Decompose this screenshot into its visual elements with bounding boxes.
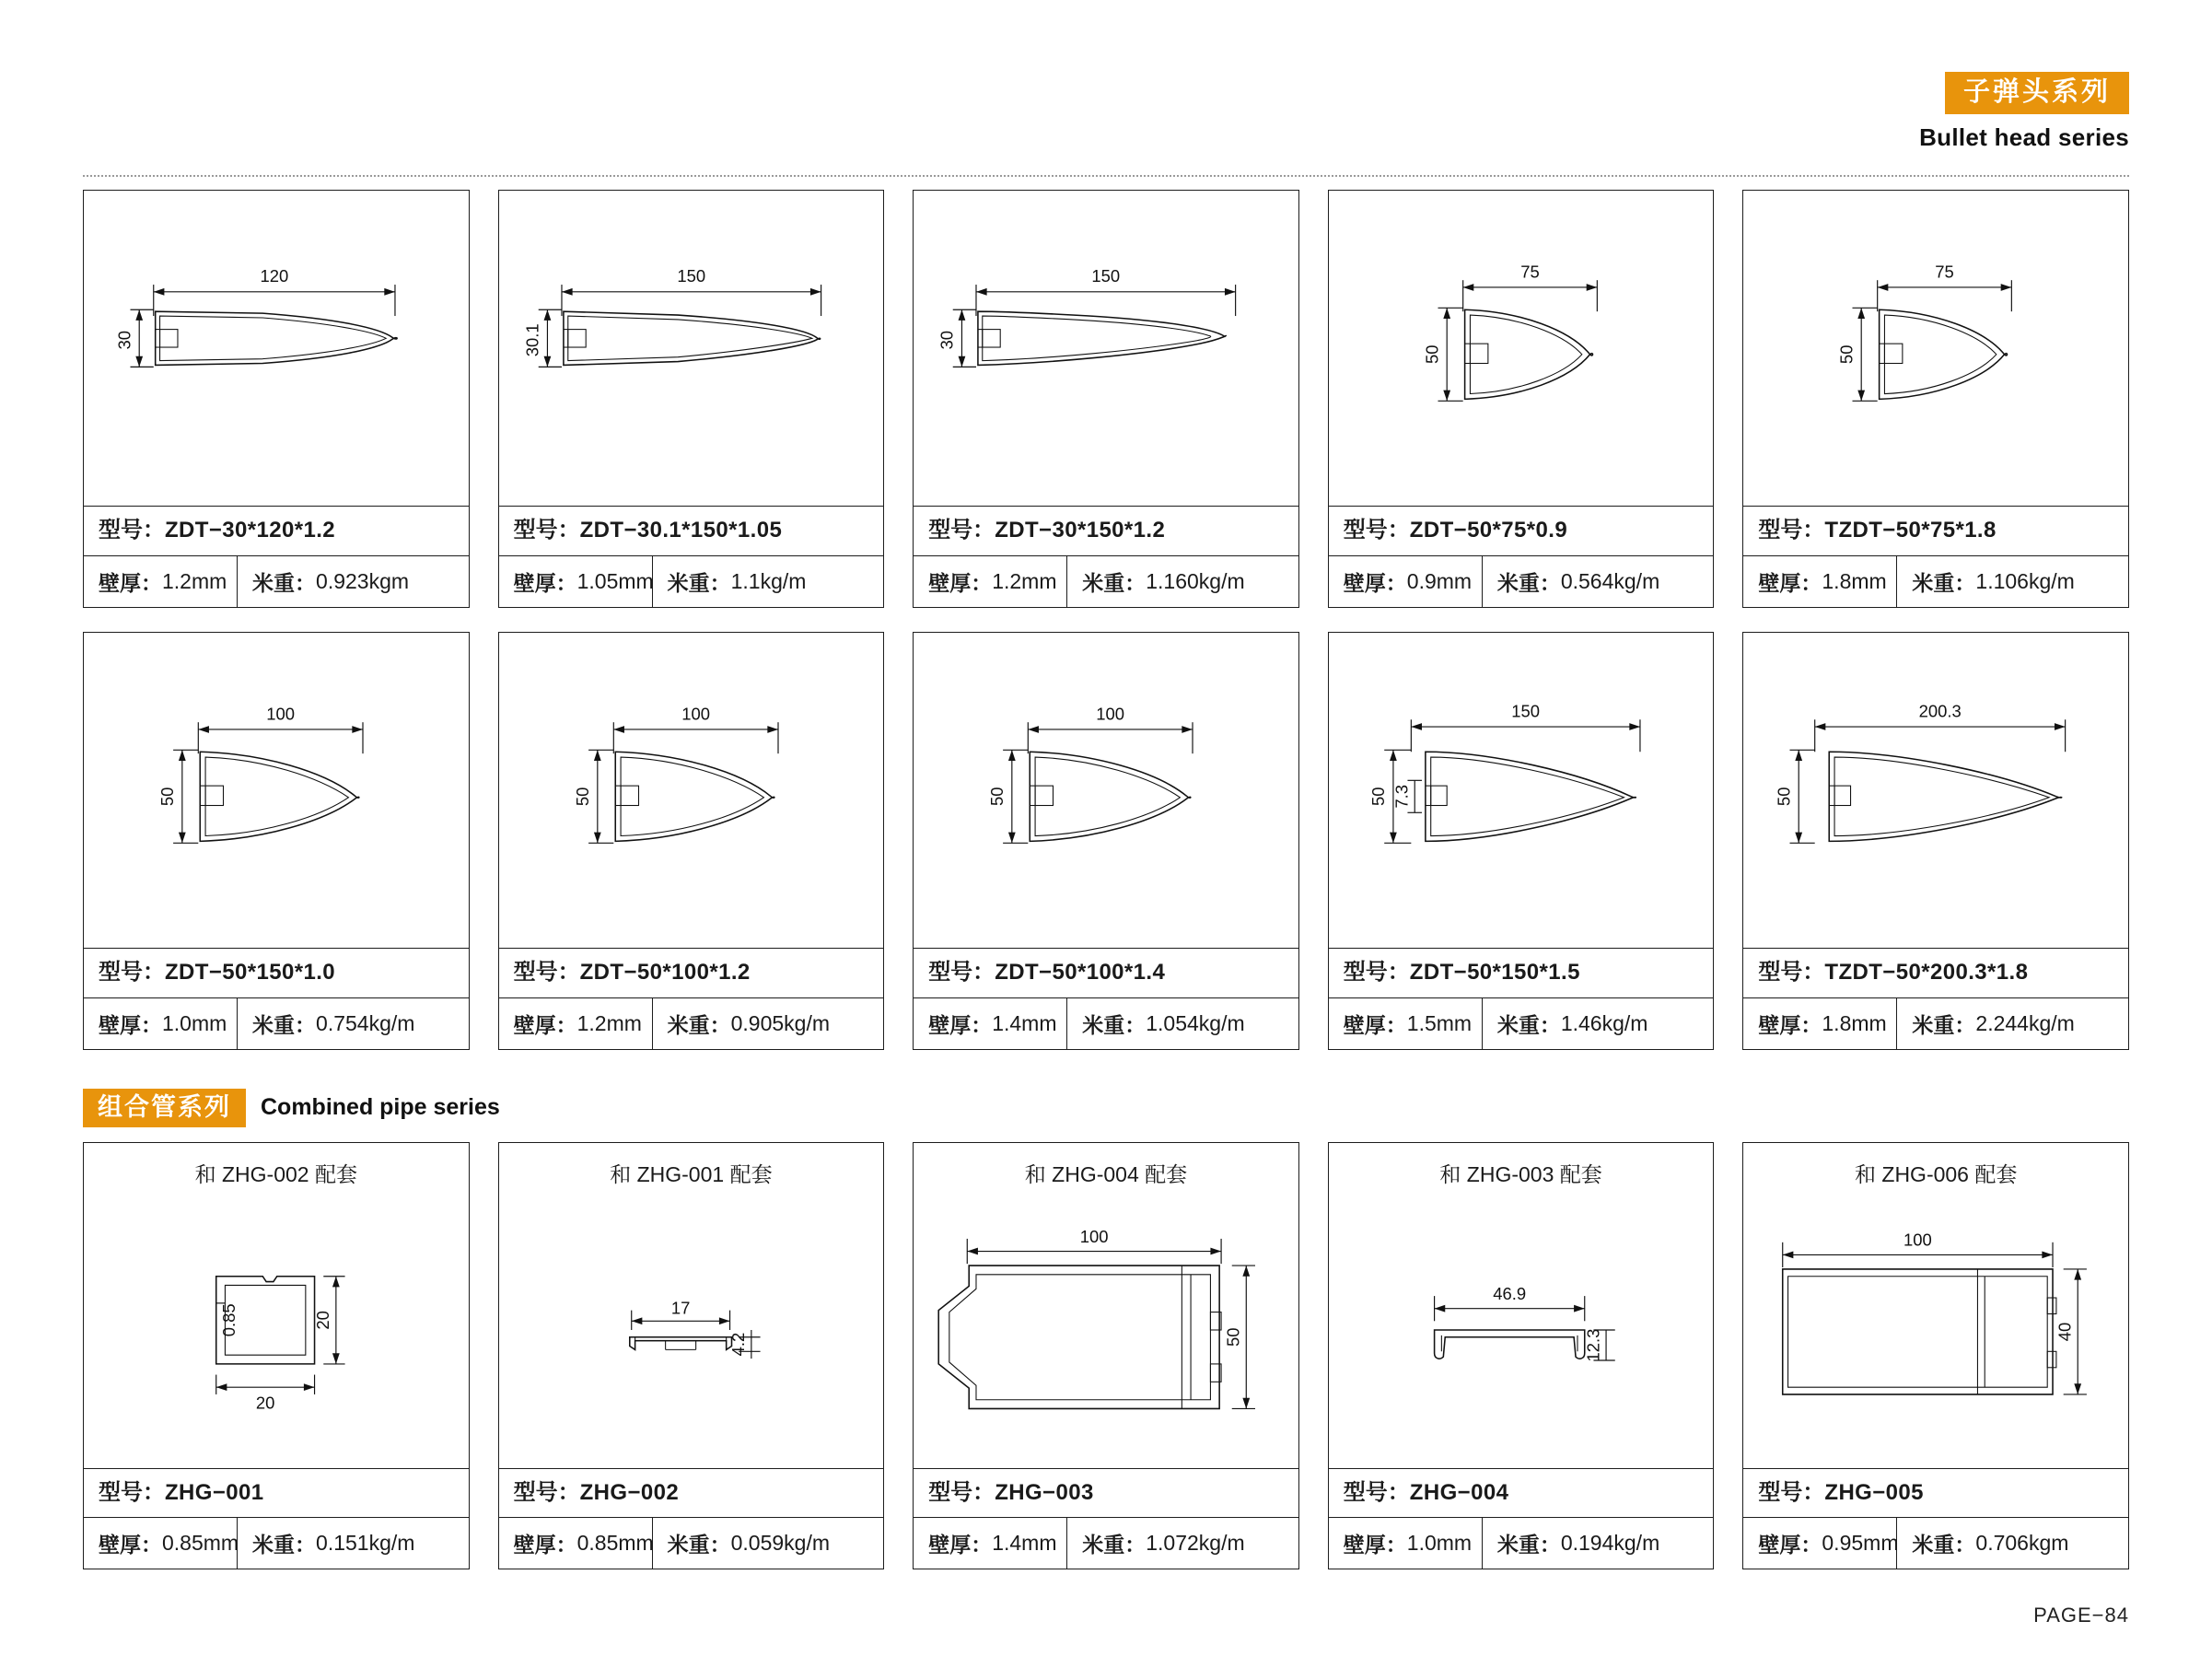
- model-row: [914, 948, 1298, 997]
- product-card: [498, 632, 885, 1050]
- product-card: [498, 1142, 885, 1570]
- wall-value: 1.0mm: [1406, 1531, 1473, 1556]
- weight-label: 米重：: [1912, 1533, 1976, 1557]
- model-value: ZDT−50*150*1.5: [1409, 959, 1580, 985]
- model-label: 型号：: [99, 518, 165, 542]
- weight-value: 0.059kg/m: [730, 1531, 831, 1556]
- series-title-block: [1919, 72, 2129, 152]
- wall-thickness-cell: [1743, 1518, 1897, 1569]
- bullet-series-grid: [83, 190, 2129, 1050]
- weight-value: 1.106kg/m: [1975, 568, 2075, 593]
- weight-label: 米重：: [667, 1012, 731, 1037]
- profile-svg: [499, 191, 884, 506]
- pair-note: 和 ZHG-003 配套: [1439, 1161, 1602, 1186]
- weight-label: 米重：: [667, 1533, 731, 1557]
- weight-value: 1.160kg/m: [1146, 568, 1245, 593]
- wall-label: 壁厚：: [99, 1012, 162, 1037]
- dim-width-label: 100: [1903, 1230, 1933, 1250]
- weight-cell: [653, 556, 884, 607]
- model-row: [1329, 1468, 1714, 1518]
- spec-row: [914, 555, 1298, 607]
- series-badge-cn: 子弹头系列: [1945, 72, 2129, 114]
- profile-svg: [84, 1192, 469, 1468]
- weight-value: 0.905kg/m: [730, 1010, 831, 1035]
- weight-value: 1.1kg/m: [730, 568, 807, 593]
- profile-svg: [1743, 633, 2128, 948]
- dim-height-label: 50: [1836, 344, 1857, 365]
- model-label: 型号：: [928, 1479, 995, 1505]
- model-value: ZDT−50*75*0.9: [1409, 518, 1568, 542]
- wall-thickness-cell: [1743, 998, 1897, 1049]
- weight-cell: [238, 556, 469, 607]
- dim-height-label: 50: [157, 787, 178, 806]
- product-card: [913, 190, 1299, 608]
- model-value: ZDT−30*150*1.2: [995, 518, 1166, 542]
- dim-width-label: 100: [1096, 704, 1125, 724]
- weight-label: 米重：: [252, 570, 317, 595]
- weight-value: 0.706kgm: [1975, 1531, 2069, 1556]
- model-value: TZDT−50*75*1.8: [1824, 518, 1997, 542]
- spec-row: [1743, 997, 2128, 1049]
- product-card: [1328, 1142, 1715, 1570]
- spec-row: [1743, 555, 2128, 607]
- wall-value: 0.85mm: [162, 1531, 239, 1556]
- weight-cell: [238, 1518, 469, 1569]
- dim-width-label: 150: [1091, 266, 1121, 286]
- model-label: 型号：: [513, 959, 580, 985]
- weight-value: 1.072kg/m: [1146, 1531, 1245, 1556]
- wall-value: 1.2mm: [992, 568, 1057, 593]
- weight-cell: [653, 1518, 884, 1569]
- pair-note: 和 ZHG-006 配套: [1855, 1161, 2018, 1186]
- spec-row: [84, 555, 469, 607]
- weight-cell: [1483, 998, 1714, 1049]
- weight-value: 0.151kg/m: [316, 1531, 415, 1556]
- dim-height-label: 50: [1368, 787, 1389, 806]
- weight-value: 0.923kgm: [316, 568, 410, 593]
- model-row: [1329, 506, 1714, 555]
- model-value: ZDT−30*120*1.2: [165, 518, 336, 542]
- wall-label: 壁厚：: [1343, 1533, 1407, 1557]
- product-card: [1328, 632, 1715, 1050]
- product-card: [83, 1142, 470, 1570]
- product-card: [1742, 632, 2129, 1050]
- model-value: ZHG−003: [995, 1479, 1094, 1505]
- model-value: TZDT−50*200.3*1.8: [1824, 959, 2029, 985]
- dim-height-label: 20: [313, 1310, 333, 1330]
- model-row: [1743, 506, 2128, 555]
- profile-drawing: [1743, 1192, 2128, 1468]
- profile-svg: [914, 633, 1298, 948]
- wall-label: 壁厚：: [928, 1533, 993, 1557]
- model-row: [914, 1468, 1298, 1518]
- wall-label: 壁厚：: [1758, 570, 1822, 595]
- profile-drawing: [84, 633, 469, 948]
- dim-width-label: 75: [1520, 262, 1540, 282]
- weight-cell: [1897, 556, 2128, 607]
- dim-height-label: 12.3: [1583, 1328, 1603, 1362]
- dim-width-label: 75: [1935, 262, 1955, 282]
- weight-cell: [1897, 998, 2128, 1049]
- dim-height-label: 50: [987, 787, 1007, 806]
- dim-thickness-label: 0.85: [219, 1302, 239, 1336]
- model-value: ZDT−30.1*150*1.05: [579, 518, 783, 542]
- weight-value: 0.754kg/m: [316, 1010, 415, 1035]
- dim-height-label: 30: [114, 331, 134, 350]
- page-header: [83, 0, 2129, 166]
- weight-value: 0.564kg/m: [1560, 568, 1660, 593]
- weight-cell: [653, 998, 884, 1049]
- wall-label: 壁厚：: [1343, 1012, 1407, 1037]
- product-card: [913, 632, 1299, 1050]
- weight-label: 米重：: [1912, 570, 1976, 595]
- wall-label: 壁厚：: [1343, 570, 1407, 595]
- model-value: ZHG−004: [1409, 1479, 1509, 1505]
- spec-row: [1743, 1517, 2128, 1569]
- model-row: [84, 506, 469, 555]
- profile-drawing: [84, 1192, 469, 1468]
- wall-thickness-cell: [499, 1518, 653, 1569]
- header-divider: [83, 175, 2129, 177]
- model-label: 型号：: [928, 959, 995, 985]
- model-value: ZDT−50*100*1.2: [579, 959, 751, 985]
- model-value: ZHG−002: [579, 1479, 680, 1505]
- wall-thickness-cell: [1329, 556, 1483, 607]
- model-label: 型号：: [1758, 959, 1825, 985]
- wall-value: 0.85mm: [576, 1531, 654, 1556]
- profile-svg: [499, 1192, 884, 1468]
- product-card: [913, 1142, 1299, 1570]
- wall-thickness-cell: [84, 1518, 238, 1569]
- model-label: 型号：: [99, 959, 165, 985]
- combined-series-grid: [83, 1142, 2129, 1570]
- profile-svg: [914, 191, 1298, 506]
- weight-label: 米重：: [1496, 1533, 1561, 1557]
- product-card: [1328, 190, 1715, 608]
- wall-label: 壁厚：: [1758, 1533, 1822, 1557]
- profile-drawing: [499, 1192, 884, 1468]
- dim-height-label: 50: [1223, 1327, 1243, 1347]
- spec-row: [914, 1517, 1298, 1569]
- wall-thickness-cell: [499, 998, 653, 1049]
- wall-thickness-cell: [84, 998, 238, 1049]
- spec-row: [1329, 997, 1714, 1049]
- dim-height-label: 4.2: [728, 1332, 748, 1356]
- profile-drawing: [1329, 191, 1714, 506]
- combined-series-title: [83, 1087, 2129, 1129]
- weight-cell: [1067, 556, 1298, 607]
- model-row: [499, 1468, 884, 1518]
- product-card: [498, 190, 885, 608]
- dim-height-label: 40: [2055, 1322, 2075, 1341]
- dim-height-label: 50: [572, 787, 592, 806]
- model-row: [1743, 948, 2128, 997]
- profile-drawing: [914, 633, 1298, 948]
- model-value: ZDT−50*100*1.4: [995, 959, 1166, 985]
- weight-cell: [238, 998, 469, 1049]
- dim-height-label: 30.1: [522, 323, 542, 357]
- profile-svg: [499, 633, 884, 948]
- dim-width-label: 150: [677, 266, 705, 286]
- dim-width-label: 200.3: [1918, 701, 1962, 721]
- dim-width-label: 100: [1079, 1226, 1109, 1246]
- wall-value: 1.0mm: [162, 1010, 227, 1035]
- weight-label: 米重：: [252, 1533, 317, 1557]
- model-row: [499, 506, 884, 555]
- dim-extra-label: 7.3: [1391, 784, 1412, 809]
- profile-drawing: [914, 191, 1298, 506]
- dim-height-label: 50: [1774, 787, 1794, 806]
- profile-svg: [84, 191, 469, 506]
- wall-label: 壁厚：: [513, 570, 577, 595]
- weight-label: 米重：: [1082, 1012, 1147, 1037]
- model-label: 型号：: [1343, 1479, 1410, 1505]
- dim-width-label: 100: [681, 704, 710, 724]
- dim-width-label: 100: [266, 704, 296, 724]
- model-label: 型号：: [1758, 518, 1825, 542]
- spec-row: [499, 1517, 884, 1569]
- model-row: [499, 948, 884, 997]
- wall-value: 1.8mm: [1822, 1010, 1887, 1035]
- wall-label: 壁厚：: [928, 570, 993, 595]
- pair-note: 和 ZHG-002 配套: [194, 1161, 357, 1186]
- weight-cell: [1897, 1518, 2128, 1569]
- spec-row: [84, 1517, 469, 1569]
- weight-label: 米重：: [1496, 570, 1561, 595]
- spec-row: [499, 555, 884, 607]
- profile-svg: [1329, 191, 1714, 506]
- product-card: [83, 190, 470, 608]
- weight-cell: [1067, 1518, 1298, 1569]
- wall-value: 1.05mm: [576, 568, 654, 593]
- pair-note: 和 ZHG-001 配套: [610, 1161, 773, 1186]
- model-row: [1329, 948, 1714, 997]
- product-card: [1742, 1142, 2129, 1570]
- wall-thickness-cell: [1329, 998, 1483, 1049]
- wall-label: 壁厚：: [513, 1533, 577, 1557]
- wall-label: 壁厚：: [99, 1533, 162, 1557]
- spec-row: [84, 997, 469, 1049]
- profile-svg: [1329, 1192, 1714, 1468]
- wall-value: 0.95mm: [1822, 1531, 1899, 1556]
- wall-thickness-cell: [1743, 556, 1897, 607]
- spec-row: [914, 997, 1298, 1049]
- wall-label: 壁厚：: [1758, 1012, 1822, 1037]
- product-card: [1742, 190, 2129, 608]
- weight-label: 米重：: [1912, 1012, 1976, 1037]
- wall-thickness-cell: [1329, 1518, 1483, 1569]
- weight-value: 2.244kg/m: [1975, 1010, 2075, 1035]
- dim-width-label: 46.9: [1493, 1283, 1526, 1303]
- model-label: 型号：: [928, 518, 995, 542]
- wall-value: 0.9mm: [1406, 568, 1473, 593]
- weight-value: 1.46kg/m: [1560, 1010, 1648, 1035]
- wall-thickness-cell: [914, 1518, 1067, 1569]
- profile-drawing: [1329, 633, 1714, 948]
- wall-value: 1.2mm: [576, 1010, 642, 1035]
- model-value: ZDT−50*150*1.0: [165, 959, 336, 985]
- weight-cell: [1483, 1518, 1714, 1569]
- profile-svg: [84, 633, 469, 948]
- dim-width-label: 20: [255, 1393, 275, 1413]
- spec-row: [1329, 1517, 1714, 1569]
- model-value: ZHG−005: [1824, 1479, 1924, 1505]
- wall-label: 壁厚：: [513, 1012, 577, 1037]
- pair-note: 和 ZHG-004 配套: [1024, 1161, 1188, 1186]
- profile-svg: [1329, 633, 1714, 948]
- weight-cell: [1067, 998, 1298, 1049]
- wall-value: 1.2mm: [162, 568, 227, 593]
- weight-label: 米重：: [667, 570, 731, 595]
- model-label: 型号：: [1343, 518, 1410, 542]
- section-badge-cn: 组合管系列: [83, 1089, 246, 1127]
- profile-drawing: [499, 191, 884, 506]
- weight-label: 米重：: [1082, 570, 1147, 595]
- spec-row: [1329, 555, 1714, 607]
- section-badge-en: Combined pipe series: [261, 1094, 500, 1121]
- profile-svg: [914, 1192, 1298, 1468]
- wall-value: 1.5mm: [1406, 1010, 1473, 1035]
- series-badge-en: Bullet head series: [1919, 123, 2129, 151]
- wall-thickness-cell: [84, 556, 238, 607]
- wall-thickness-cell: [914, 998, 1067, 1049]
- dim-height-label: 30: [937, 331, 957, 350]
- wall-label: 壁厚：: [99, 570, 162, 595]
- wall-value: 1.4mm: [992, 1010, 1057, 1035]
- page-number: PAGE−84: [2033, 1604, 2129, 1627]
- profile-drawing: [1743, 191, 2128, 506]
- profile-drawing: [1329, 1192, 1714, 1468]
- profile-svg: [1743, 1192, 2128, 1468]
- model-label: 型号：: [1758, 1479, 1825, 1505]
- profile-drawing: [499, 633, 884, 948]
- dim-width-label: 150: [1511, 701, 1540, 721]
- weight-label: 米重：: [1496, 1012, 1561, 1037]
- profile-drawing: [84, 191, 469, 506]
- profile-svg: [1743, 191, 2128, 506]
- model-value: ZHG−001: [165, 1479, 264, 1505]
- weight-value: 1.054kg/m: [1146, 1010, 1245, 1035]
- wall-thickness-cell: [499, 556, 653, 607]
- weight-cell: [1483, 556, 1714, 607]
- profile-drawing: [914, 1192, 1298, 1468]
- dim-height-label: 50: [1422, 344, 1442, 365]
- dim-width-label: 120: [260, 266, 289, 286]
- wall-value: 1.4mm: [992, 1531, 1057, 1556]
- weight-label: 米重：: [252, 1012, 317, 1037]
- weight-value: 0.194kg/m: [1560, 1531, 1660, 1556]
- model-label: 型号：: [513, 518, 580, 542]
- wall-value: 1.8mm: [1822, 568, 1887, 593]
- model-row: [914, 506, 1298, 555]
- model-row: [1743, 1468, 2128, 1518]
- model-row: [84, 948, 469, 997]
- wall-thickness-cell: [914, 556, 1067, 607]
- profile-drawing: [1743, 633, 2128, 948]
- weight-label: 米重：: [1082, 1533, 1147, 1557]
- model-label: 型号：: [513, 1479, 580, 1505]
- wall-label: 壁厚：: [928, 1012, 993, 1037]
- spec-row: [499, 997, 884, 1049]
- model-label: 型号：: [99, 1479, 165, 1505]
- model-row: [84, 1468, 469, 1518]
- product-card: [83, 632, 470, 1050]
- dim-width-label: 17: [670, 1298, 690, 1318]
- model-label: 型号：: [1343, 959, 1410, 985]
